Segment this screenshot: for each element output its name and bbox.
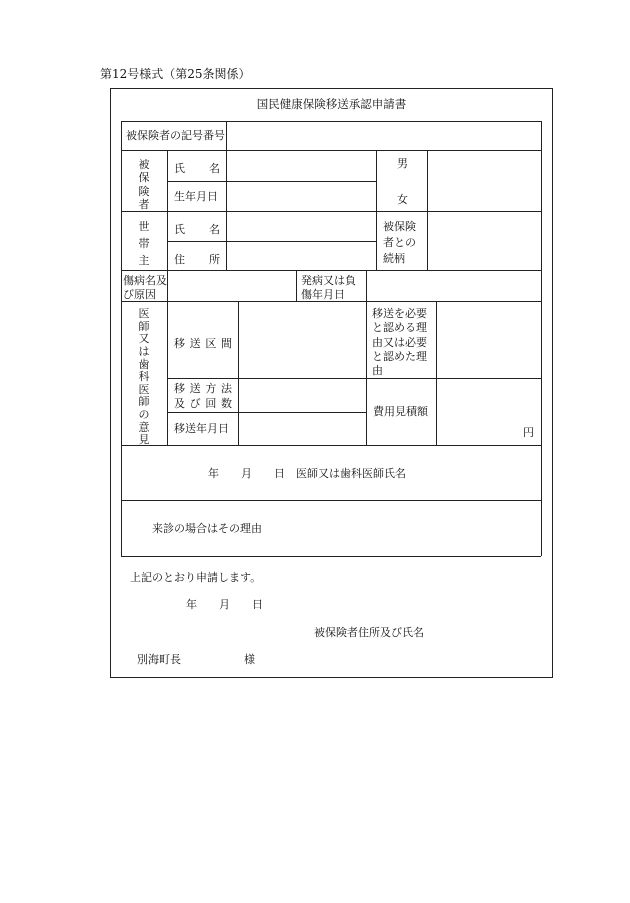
transfer-date-field[interactable] [239,413,365,444]
onset-field[interactable] [367,271,540,300]
transfer-date-label: 移送年月日 [174,422,229,435]
cost-label: 費用見積額 [373,405,428,418]
householder-address-field[interactable] [227,242,375,269]
doctor-opinion-section-label: 医師又は歯科医師の意見 [138,307,150,447]
addressee: 別海町長 [137,653,181,666]
relationship-label: 被保険者との続柄 [383,220,416,265]
declaration-text: 上記のとおり申請します。 [130,571,262,584]
route-field[interactable] [239,302,365,377]
doctor-signature-line: 年 月 日 医師又は歯科医師氏名 [208,467,406,480]
householder-section-label: 世帯主 [138,220,150,268]
householder-name-field[interactable] [227,212,375,240]
method-field[interactable] [239,379,365,411]
householder-address-label: 住 所 [174,253,220,266]
visit-reason-label: 来診の場合はその理由 [152,522,262,535]
record-number-field[interactable] [227,122,540,149]
householder-name-label: 氏 名 [174,223,220,236]
application-date: 年 月 日 [186,598,263,611]
insured-extra-field[interactable] [428,151,540,210]
applicant-label: 被保険者住所及び氏名 [314,626,424,639]
insured-name-field[interactable] [227,151,375,180]
disease-field[interactable] [168,271,295,300]
form-title: 国民健康保険移送承認申請書 [256,97,407,111]
sex-male-option[interactable]: 男 [397,157,408,170]
onset-label: 発病又は負傷年月日 [301,274,356,301]
insured-birthdate-field[interactable] [227,182,375,210]
honorific: 様 [244,653,255,666]
insured-name-label: 氏 名 [174,162,220,175]
insured-birthdate-label: 生年月日 [174,190,218,203]
disease-label: 傷病名及び原因 [123,274,167,301]
method-label: 移 送 方 法 及 び 回 数 [174,382,232,410]
relationship-field[interactable] [428,212,540,269]
yen-unit: 円 [523,426,534,439]
sex-female-option[interactable]: 女 [397,193,408,206]
record-number-label: 被保険者の記号番号 [126,129,225,142]
doctor-signature-field[interactable] [122,446,540,499]
route-label: 移 送 区 間 [174,337,232,350]
insured-section-label: 被保険者 [138,158,150,212]
reason-field[interactable] [437,302,540,377]
reason-label: 移送を必要と認める理由又は必要と認めた理由 [372,307,427,378]
visit-reason-field[interactable] [122,501,540,555]
form-number: 第12号様式（第25条関係） [100,67,251,81]
